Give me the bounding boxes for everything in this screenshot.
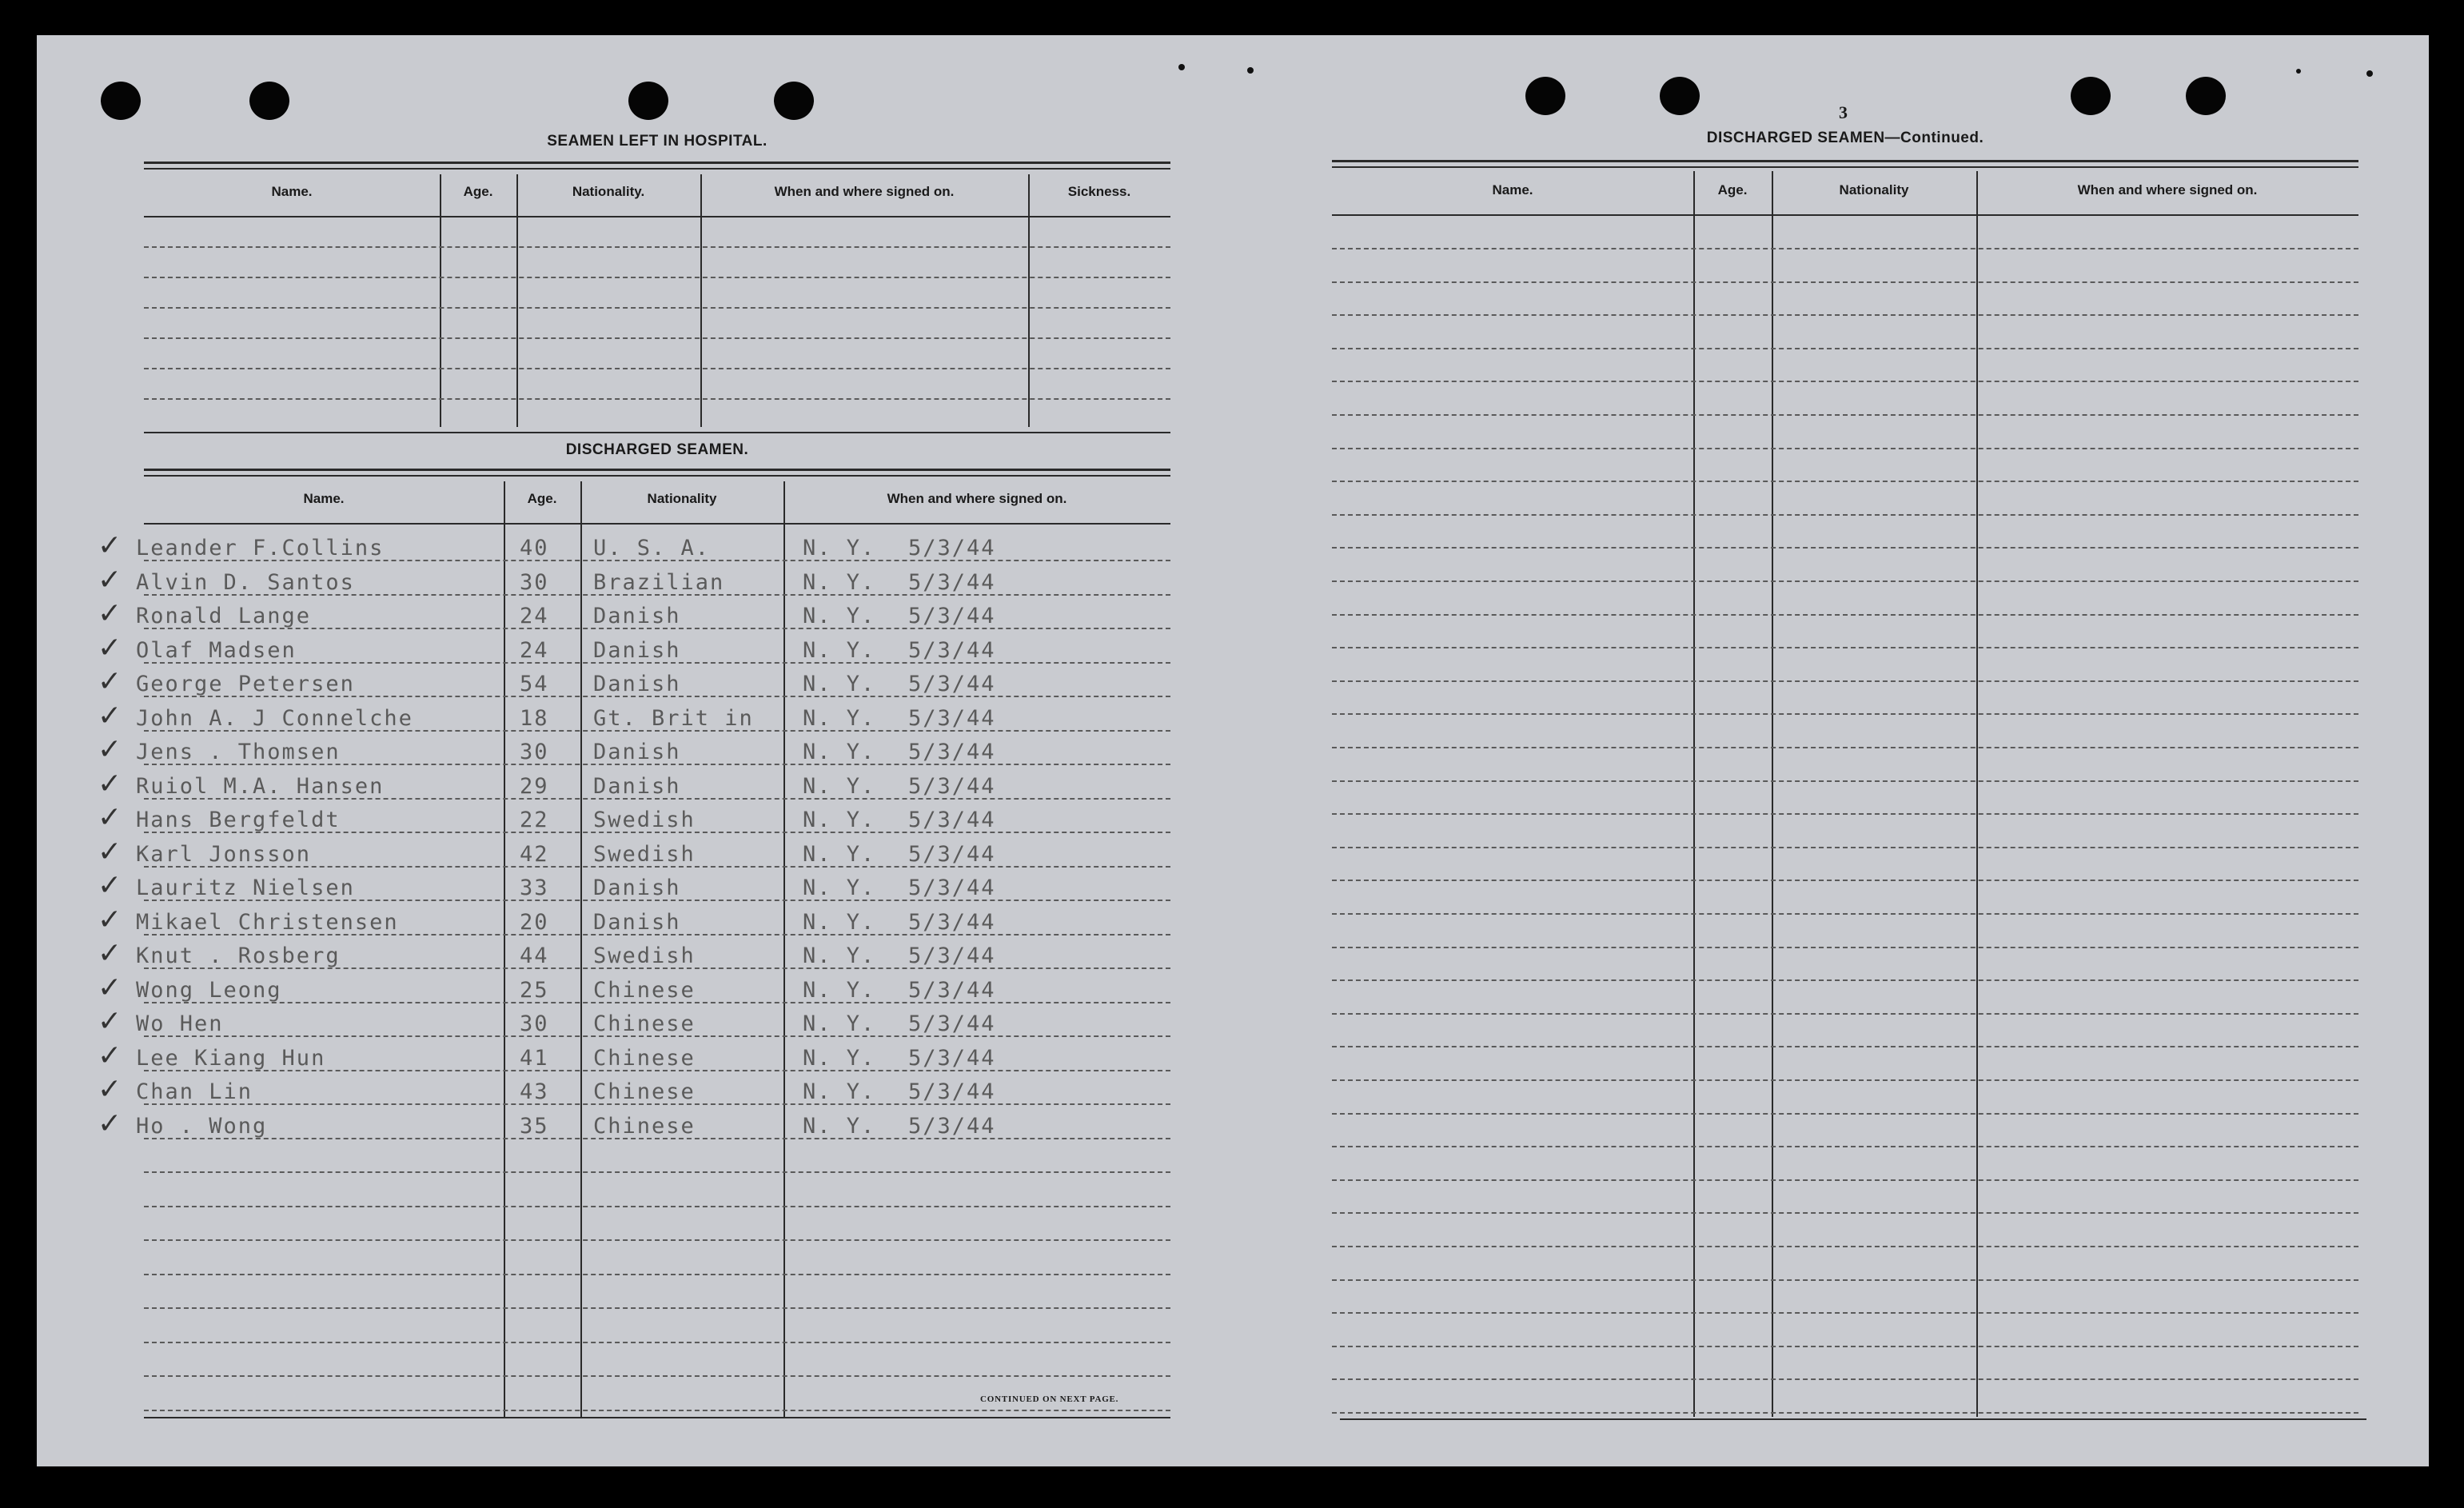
seaman-nationality: Swedish: [593, 943, 696, 968]
signed-on-port: N. Y.: [803, 569, 876, 595]
discharged-col-age: Age.: [527, 491, 557, 506]
col-divider: [1028, 174, 1030, 427]
punch-hole: [249, 82, 289, 120]
seaman-age: 25: [520, 977, 549, 1003]
dotted-rule: [1332, 647, 2358, 648]
continued-col-age: Age.: [1717, 182, 1748, 197]
dotted-rule: [1332, 847, 2358, 848]
dotted-rule: [144, 1410, 1170, 1411]
dotted-rule: [1332, 1212, 2358, 1214]
signed-on-date: 5/3/44: [908, 909, 996, 935]
dotted-rule: [1332, 1146, 2358, 1147]
seaman-nationality: Swedish: [593, 808, 696, 832]
seaman-nationality: Danish: [593, 672, 681, 696]
seaman-age: 24: [520, 637, 549, 663]
seaman-age: 40: [520, 536, 549, 561]
dotted-rule: [1332, 1079, 2358, 1081]
seaman-nationality: Chinese: [593, 977, 696, 1003]
signed-on-port: N. Y.: [803, 808, 876, 832]
dotted-rule: [1332, 680, 2358, 682]
seaman-name: Olaf Madsen: [136, 637, 297, 663]
signed-on-date: 5/3/44: [908, 604, 996, 628]
signed-on-date: 5/3/44: [908, 773, 996, 799]
signed-on-port: N. Y.: [803, 876, 876, 900]
signed-on-port: N. Y.: [803, 977, 876, 1003]
checkmark-icon: ✓: [98, 631, 122, 664]
dotted-rule: [1332, 947, 2358, 948]
dotted-rule: [144, 1307, 1170, 1309]
col-divider: [440, 174, 441, 427]
checkmark-icon: ✓: [98, 937, 122, 970]
signed-on-port: N. Y.: [803, 637, 876, 663]
hospital-col-name: Name.: [271, 184, 313, 199]
dotted-rule: [1332, 1046, 2358, 1047]
speck: [2366, 70, 2373, 77]
checkmark-icon: ✓: [98, 835, 122, 868]
seaman-age: 18: [520, 705, 549, 731]
seaman-name: Mikael Christensen: [136, 909, 399, 935]
dotted-rule: [1332, 780, 2358, 782]
checkmark-icon: ✓: [98, 597, 122, 630]
dotted-rule: [144, 277, 1170, 278]
dotted-rule: [1332, 747, 2358, 748]
speck: [1178, 64, 1185, 70]
signed-on-port: N. Y.: [803, 1079, 876, 1104]
seaman-name: Jens . Thomsen: [136, 740, 341, 764]
dotted-rule: [144, 1171, 1170, 1173]
checkmark-icon: ✓: [98, 767, 122, 800]
dotted-rule: [144, 1375, 1170, 1377]
checkmark-icon: ✓: [98, 665, 122, 698]
continued-col-signed-on: When and where signed on.: [2077, 182, 2258, 197]
seaman-nationality: Danish: [593, 876, 681, 900]
checkmark-icon: ✓: [98, 801, 122, 834]
speck: [1247, 67, 1254, 74]
dotted-rule: [1332, 348, 2358, 349]
checkmark-icon: ✓: [98, 869, 122, 902]
dotted-rule: [1332, 1013, 2358, 1015]
signed-on-port: N. Y.: [803, 909, 876, 935]
seaman-age: 41: [520, 1045, 549, 1071]
dotted-rule: [1332, 1378, 2358, 1380]
punch-hole: [774, 82, 814, 120]
seaman-age: 30: [520, 569, 549, 595]
punch-hole: [2071, 77, 2111, 115]
dotted-rule: [1332, 880, 2358, 881]
punch-hole: [1660, 77, 1700, 115]
dotted-rule: [144, 337, 1170, 339]
signed-on-date: 5/3/44: [908, 1011, 996, 1036]
seaman-age: 30: [520, 1011, 549, 1036]
signed-on-date: 5/3/44: [908, 740, 996, 764]
signed-on-port: N. Y.: [803, 1045, 876, 1071]
seaman-name: Wong Leong: [136, 977, 282, 1003]
signed-on-date: 5/3/44: [908, 536, 996, 561]
dotted-rule: [1332, 481, 2358, 482]
dotted-rule: [1332, 614, 2358, 616]
signed-on-port: N. Y.: [803, 1113, 876, 1139]
col-divider: [783, 481, 785, 1417]
hospital-col-signed-on: When and where signed on.: [774, 184, 955, 199]
continued-footer: CONTINUED ON NEXT PAGE.: [980, 1394, 1119, 1404]
dotted-rule: [144, 398, 1170, 400]
seaman-age: 44: [520, 943, 549, 968]
page-number: 3: [1839, 102, 1848, 122]
speck: [2296, 69, 2301, 74]
seaman-name: Lee Kiang Hun: [136, 1045, 326, 1071]
dotted-rule: [1332, 1246, 2358, 1247]
signed-on-port: N. Y.: [803, 536, 876, 561]
hospital-col-nationality: Nationality.: [572, 184, 645, 199]
discharged-col-signed-on: When and where signed on.: [887, 491, 1067, 506]
dotted-rule: [1332, 281, 2358, 283]
seaman-age: 33: [520, 876, 549, 900]
rule: [1332, 214, 2358, 216]
seaman-nationality: Danish: [593, 773, 681, 799]
discharged-col-name: Name.: [303, 491, 345, 506]
checkmark-icon: ✓: [98, 971, 122, 1004]
seaman-nationality: Chinese: [593, 1113, 696, 1139]
seaman-name: Knut . Rosberg: [136, 943, 341, 968]
dotted-rule: [144, 307, 1170, 309]
checkmark-icon: ✓: [98, 529, 122, 562]
signed-on-date: 5/3/44: [908, 841, 996, 867]
seaman-name: John A. J Connelche: [136, 705, 413, 731]
seaman-age: 20: [520, 909, 549, 935]
dotted-rule: [1332, 547, 2358, 549]
hospital-col-sickness: Sickness.: [1067, 184, 1131, 199]
rule: [144, 475, 1170, 477]
signed-on-port: N. Y.: [803, 773, 876, 799]
seaman-age: 35: [520, 1113, 549, 1139]
rule: [1332, 166, 2358, 168]
checkmark-icon: ✓: [98, 1005, 122, 1038]
punch-hole: [628, 82, 668, 120]
hospital-col-age: Age.: [463, 184, 493, 199]
seaman-nationality: U. S. A.: [593, 536, 711, 561]
dotted-rule: [1332, 1412, 2358, 1414]
dotted-rule: [1332, 1279, 2358, 1281]
dotted-rule: [1332, 414, 2358, 416]
seaman-nationality: Chinese: [593, 1045, 696, 1071]
seaman-name: Wo Hen: [136, 1011, 224, 1036]
checkmark-icon: ✓: [98, 1039, 122, 1072]
seaman-nationality: Danish: [593, 604, 681, 628]
seaman-age: 29: [520, 773, 549, 799]
seaman-nationality: Danish: [593, 740, 681, 764]
rule: [144, 168, 1170, 170]
col-divider: [1693, 171, 1695, 1417]
dotted-rule: [144, 368, 1170, 369]
punch-hole: [1525, 77, 1565, 115]
seaman-name: Lauritz Nielsen: [136, 876, 355, 900]
seaman-name: Leander F.Collins: [136, 536, 385, 561]
seaman-nationality: Chinese: [593, 1079, 696, 1104]
checkmark-icon: ✓: [98, 1073, 122, 1106]
signed-on-port: N. Y.: [803, 841, 876, 867]
seaman-name: Hans Bergfeldt: [136, 808, 341, 832]
discharged-section-title: DISCHARGED SEAMEN.: [565, 441, 749, 458]
rule: [144, 432, 1170, 433]
dotted-rule: [1332, 1113, 2358, 1115]
dotted-rule: [1332, 580, 2358, 582]
dotted-rule: [1332, 514, 2358, 516]
punch-hole: [101, 82, 141, 120]
dotted-rule: [1332, 1179, 2358, 1181]
col-divider: [1976, 171, 1978, 1417]
seaman-name: Karl Jonsson: [136, 841, 312, 867]
checkmark-icon: ✓: [98, 699, 122, 732]
signed-on-port: N. Y.: [803, 672, 876, 696]
seaman-nationality: Danish: [593, 909, 681, 935]
col-divider: [580, 481, 582, 1417]
signed-on-port: N. Y.: [803, 943, 876, 968]
signed-on-date: 5/3/44: [908, 672, 996, 696]
col-divider: [700, 174, 702, 427]
seaman-name: Ruiol M.A. Hansen: [136, 773, 385, 799]
dotted-rule: [1332, 1346, 2358, 1347]
signed-on-date: 5/3/44: [908, 705, 996, 731]
seaman-nationality: Swedish: [593, 841, 696, 867]
seaman-nationality: Gt. Brit in: [593, 705, 754, 731]
discharged-col-nationality: Nationality: [647, 491, 717, 506]
seaman-age: 54: [520, 672, 549, 696]
dotted-rule: [1332, 713, 2358, 715]
checkmark-icon: ✓: [98, 903, 122, 936]
signed-on-date: 5/3/44: [908, 876, 996, 900]
dotted-rule: [144, 1342, 1170, 1343]
seaman-name: George Petersen: [136, 672, 355, 696]
dotted-rule: [144, 246, 1170, 248]
signed-on-date: 5/3/44: [908, 637, 996, 663]
continued-col-nationality: Nationality: [1839, 182, 1909, 197]
rule: [1332, 160, 2358, 162]
signed-on-date: 5/3/44: [908, 943, 996, 968]
checkmark-icon: ✓: [98, 563, 122, 596]
signed-on-date: 5/3/44: [908, 808, 996, 832]
seaman-nationality: Danish: [593, 637, 681, 663]
signed-on-date: 5/3/44: [908, 1113, 996, 1139]
dotted-rule: [1332, 913, 2358, 915]
continued-section-title: DISCHARGED SEAMEN—Continued.: [1706, 130, 1984, 146]
seaman-age: 30: [520, 740, 549, 764]
seaman-age: 43: [520, 1079, 549, 1104]
signed-on-port: N. Y.: [803, 1011, 876, 1036]
seaman-name: Chan Lin: [136, 1079, 253, 1104]
col-divider: [504, 481, 505, 1417]
dotted-rule: [1332, 1312, 2358, 1314]
dotted-rule: [1332, 381, 2358, 382]
signed-on-date: 5/3/44: [908, 569, 996, 595]
rule: [144, 162, 1170, 164]
seaman-age: 24: [520, 604, 549, 628]
col-divider: [516, 174, 518, 427]
dotted-rule: [144, 1274, 1170, 1275]
seaman-age: 42: [520, 841, 549, 867]
signed-on-date: 5/3/44: [908, 1045, 996, 1071]
dotted-rule: [1332, 979, 2358, 981]
signed-on-date: 5/3/44: [908, 1079, 996, 1104]
seaman-nationality: Chinese: [593, 1011, 696, 1036]
rule: [144, 469, 1170, 471]
rule: [144, 216, 1170, 217]
signed-on-port: N. Y.: [803, 604, 876, 628]
continued-col-name: Name.: [1492, 182, 1533, 197]
document-sheet: [37, 35, 2429, 1466]
seaman-name: Alvin D. Santos: [136, 569, 355, 595]
checkmark-icon: ✓: [98, 1107, 122, 1140]
rule: [144, 523, 1170, 525]
seaman-name: Ho . Wong: [136, 1113, 268, 1139]
dotted-rule: [1332, 314, 2358, 316]
rule: [144, 1417, 1170, 1418]
dotted-rule: [144, 1206, 1170, 1207]
seaman-nationality: Brazilian: [593, 569, 725, 595]
rule: [1340, 1418, 2366, 1420]
seaman-age: 22: [520, 808, 549, 832]
signed-on-port: N. Y.: [803, 740, 876, 764]
dotted-rule: [1332, 813, 2358, 815]
dotted-rule: [144, 1239, 1170, 1241]
seaman-name: Ronald Lange: [136, 604, 312, 628]
signed-on-date: 5/3/44: [908, 977, 996, 1003]
checkmark-icon: ✓: [98, 733, 122, 766]
punch-hole: [2186, 77, 2226, 115]
col-divider: [1772, 171, 1773, 1417]
hospital-section-title: SEAMEN LEFT IN HOSPITAL.: [547, 133, 768, 150]
dotted-rule: [1332, 248, 2358, 249]
signed-on-port: N. Y.: [803, 705, 876, 731]
dotted-rule: [1332, 448, 2358, 449]
